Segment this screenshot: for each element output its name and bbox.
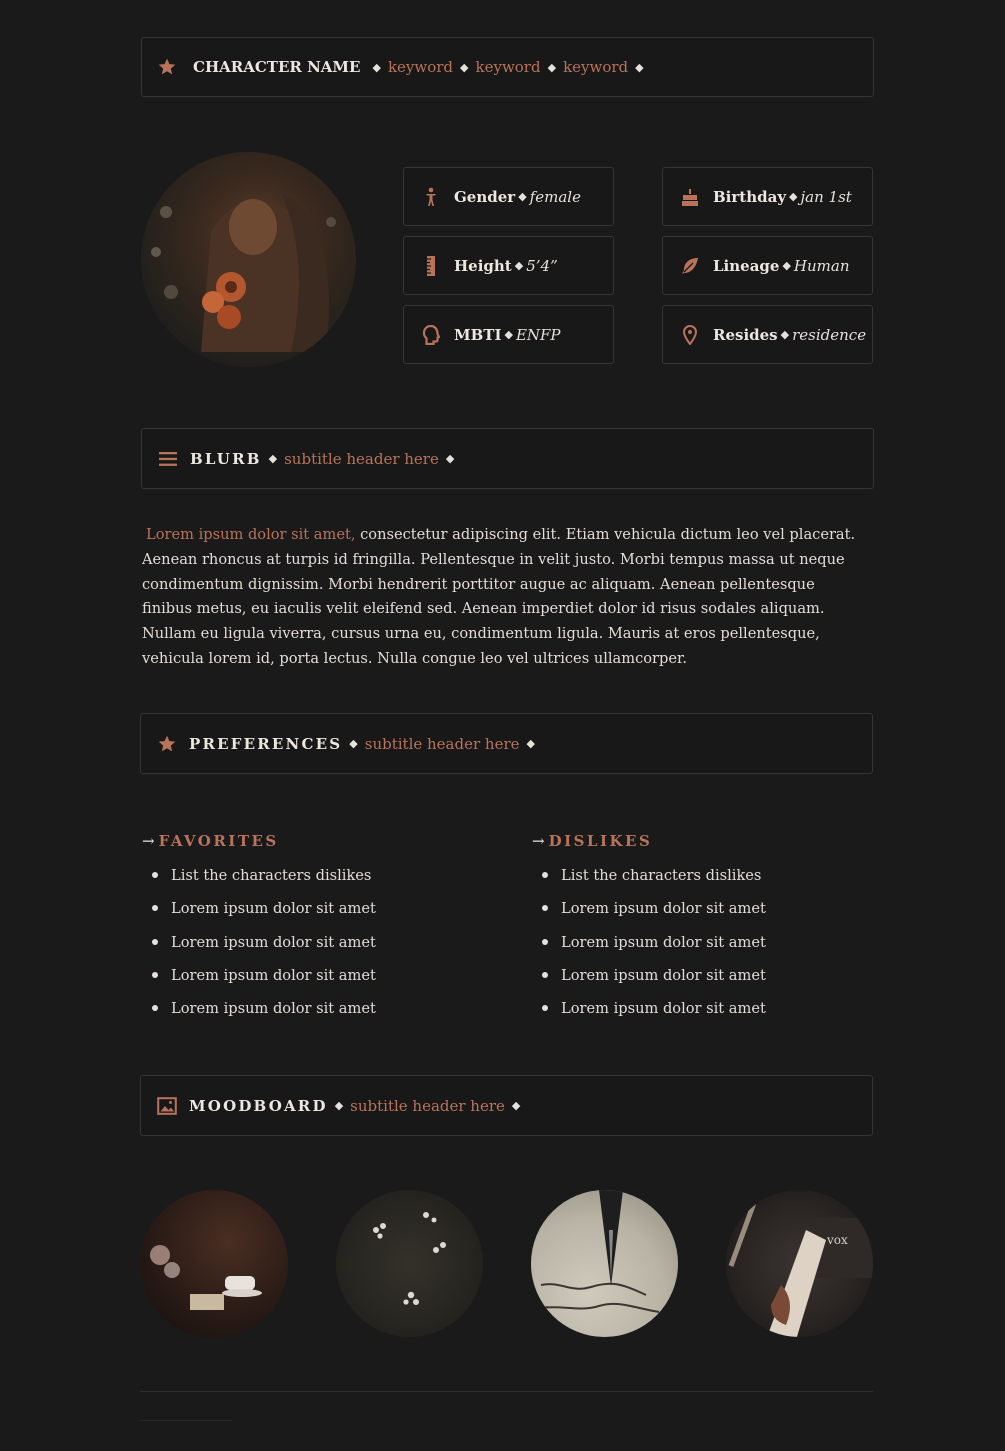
stat-resides bbox=[662, 305, 873, 364]
character-header bbox=[141, 37, 874, 97]
list-item: Lorem ipsum dolor sit amet bbox=[532, 999, 872, 1032]
preferences-title: PREFERENCES bbox=[189, 734, 343, 753]
ruler-icon bbox=[420, 255, 442, 277]
separator-dot: ◆ bbox=[460, 60, 469, 74]
blurb-subtitle: subtitle header here bbox=[284, 449, 439, 468]
arrow-right-icon: → bbox=[142, 832, 155, 850]
moodboard-image-guitar bbox=[726, 1190, 873, 1337]
gender-label: Gender bbox=[454, 187, 516, 206]
separator-dot: ◆ bbox=[547, 60, 557, 74]
list-item: Lorem ipsum dolor sit amet bbox=[142, 933, 502, 966]
moodboard-image-coffee bbox=[140, 1190, 288, 1338]
blurb-lead: Lorem ipsum dolor sit amet, bbox=[146, 526, 356, 543]
separator-dot: ◆ bbox=[635, 60, 644, 74]
arrow-right-icon: → bbox=[532, 832, 545, 850]
dislikes-title: DISLIKES bbox=[548, 832, 653, 850]
birthday-label: Birthday bbox=[713, 187, 787, 206]
head-profile-icon bbox=[420, 325, 442, 345]
list-item: Lorem ipsum dolor sit amet bbox=[142, 966, 502, 999]
resides-value: residence bbox=[792, 325, 867, 344]
star-icon bbox=[156, 733, 178, 755]
favorites-list bbox=[142, 866, 502, 1032]
list-item: Lorem ipsum dolor sit amet bbox=[532, 933, 872, 966]
bottom-divider bbox=[140, 1391, 873, 1392]
keyword-1: keyword bbox=[387, 58, 454, 76]
menu-lines-icon bbox=[157, 448, 179, 470]
moodboard-image-flowers bbox=[336, 1190, 483, 1337]
separator-dot: ◆ bbox=[445, 452, 455, 465]
dislikes-list bbox=[532, 866, 872, 1032]
preferences-subtitle: subtitle header here bbox=[364, 734, 520, 753]
moodboard-title: MOODBOARD bbox=[189, 1096, 328, 1115]
person-icon bbox=[420, 187, 442, 207]
location-pin-icon bbox=[679, 325, 701, 345]
footer-divider bbox=[140, 1420, 232, 1421]
keyword-2: keyword bbox=[475, 58, 541, 76]
separator-dot: ◆ bbox=[780, 328, 790, 341]
cake-icon bbox=[679, 187, 701, 207]
dislikes-heading bbox=[532, 832, 652, 850]
favorites-heading bbox=[142, 832, 279, 850]
separator-dot: ◆ bbox=[372, 60, 381, 74]
separator-dot: ◆ bbox=[514, 259, 524, 272]
lineage-label: Lineage bbox=[713, 256, 780, 275]
list-item: Lorem ipsum dolor sit amet bbox=[532, 899, 872, 932]
list-item: Lorem ipsum dolor sit amet bbox=[532, 966, 872, 999]
blurb-title: BLURB bbox=[190, 449, 262, 468]
stat-lineage bbox=[662, 236, 873, 295]
birthday-value: jan 1st bbox=[800, 187, 852, 206]
stat-mbti bbox=[403, 305, 614, 364]
separator-dot: ◆ bbox=[518, 190, 527, 203]
preferences-header bbox=[140, 713, 873, 774]
separator-dot: ◆ bbox=[268, 452, 278, 465]
height-value: 5’4” bbox=[526, 256, 558, 275]
stat-birthday bbox=[662, 167, 873, 226]
character-portrait bbox=[141, 152, 356, 367]
image-icon bbox=[156, 1095, 178, 1117]
keyword-3: keyword bbox=[563, 58, 629, 76]
list-item: Lorem ipsum dolor sit amet bbox=[142, 899, 502, 932]
list-item: List the characters dislikes bbox=[532, 866, 872, 899]
star-icon bbox=[156, 56, 178, 78]
stat-gender bbox=[403, 167, 614, 226]
feather-icon bbox=[679, 256, 701, 276]
lineage-value: Human bbox=[793, 256, 850, 275]
svg-text:vox: vox bbox=[827, 1233, 848, 1247]
moodboard-image-pen bbox=[531, 1190, 678, 1337]
separator-dot: ◆ bbox=[789, 190, 798, 203]
blurb-paragraph bbox=[142, 523, 858, 672]
mbti-value: ENFP bbox=[515, 325, 561, 344]
stat-height bbox=[403, 236, 614, 295]
blurb-header bbox=[141, 428, 874, 489]
mbti-label: MBTI bbox=[454, 325, 502, 344]
moodboard-header bbox=[140, 1075, 873, 1136]
separator-dot: ◆ bbox=[504, 328, 513, 341]
list-item: List the characters dislikes bbox=[142, 866, 502, 899]
height-label: Height bbox=[454, 256, 512, 275]
separator-dot: ◆ bbox=[334, 1099, 344, 1112]
character-name: CHARACTER NAME bbox=[193, 58, 361, 76]
gender-value: female bbox=[529, 187, 581, 206]
separator-dot: ◆ bbox=[782, 259, 791, 272]
list-item: Lorem ipsum dolor sit amet bbox=[142, 999, 502, 1032]
resides-label: Resides bbox=[713, 325, 778, 344]
separator-dot: ◆ bbox=[349, 737, 358, 750]
blurb-body: consectetur adipiscing elit. Etiam vehicula dictum leo vel placerat. Aenean rhoncus at turpis id fringilla. Pellentesque in velit justo. Morbi tempus massa ut neque condimentum dignissim. Morbi hendrerit porttitor augue ac aliquam. Aenean pellentesque finibus metus, eu iaculis velit eleifend sed. Aenean imperdiet dolor id risus sodales aliquam. Nullam eu ligula viverra, cursus urna eu, condimentum ligula. Mauris at eros pellentesque, vehicula lorem id, porta lectus. Nulla congue leo vel ultrices ullamcorper. bbox=[142, 526, 856, 667]
favorites-title: FAVORITES bbox=[158, 832, 279, 850]
separator-dot: ◆ bbox=[526, 737, 535, 750]
separator-dot: ◆ bbox=[511, 1099, 521, 1112]
moodboard-subtitle: subtitle header here bbox=[350, 1096, 505, 1115]
